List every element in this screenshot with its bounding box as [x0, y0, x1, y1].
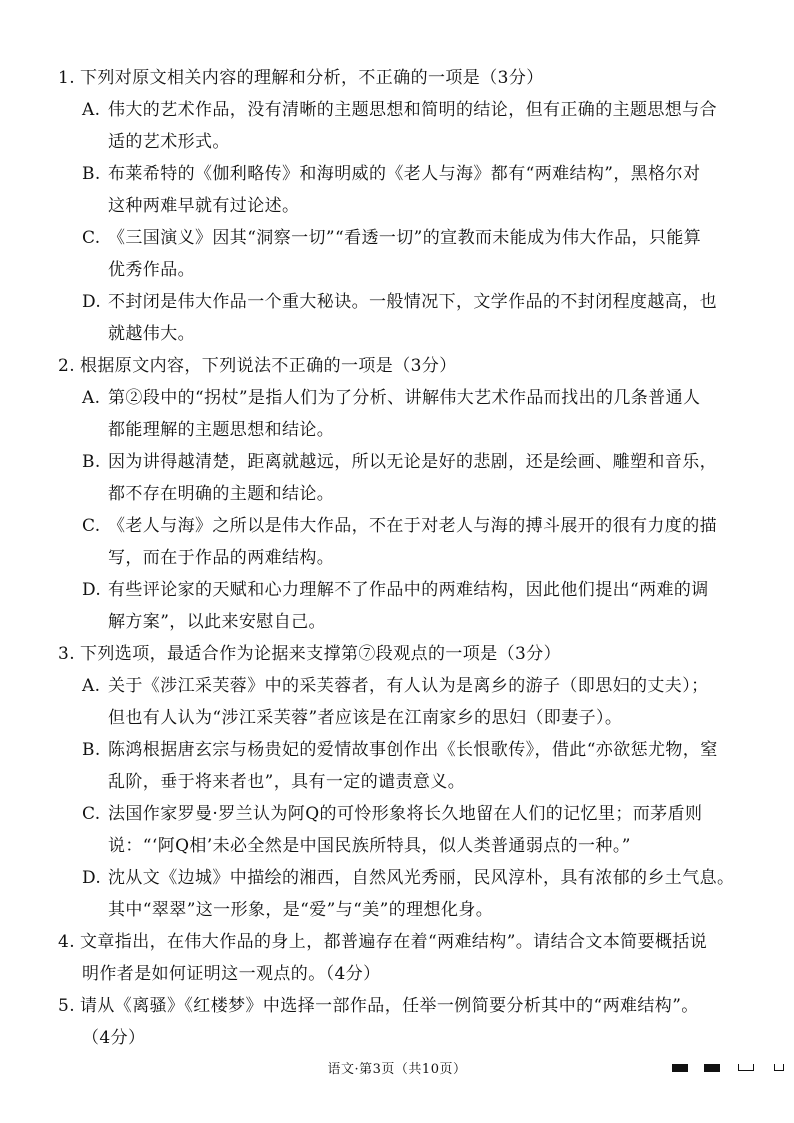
- option-d: D. 沈从文《边城》中描绘的湘西，自然风光秀丽，民风淳朴，具有浓郁的乡土气息。 其中“翠翠”这一形象，是“爱”与“美”的理想化身。: [82, 868, 735, 920]
- question-4: [58, 926, 758, 990]
- question-5: [58, 990, 758, 1054]
- option-b: B. 布莱希特的《伽利略传》和海明威的《老人与海》都有“两难结构”，黑格尔对 这种两难早就有过论述。: [82, 164, 701, 216]
- option-a: A. 关于《涉江采芙蓉》中的采芙蓉者，有人认为是离乡的游子（即思妇的丈夫）； 但也有人认为“涉江采芙蓉”者应该是在江南家乡的思妇（即妻子）。: [82, 676, 709, 728]
- option-b: B. 陈鸿根据唐玄宗与杨贵妃的爱情故事创作出《长恨歌传》，借此“亦欲惩尤物，窒 乱阶，垂于将来者也”，具有一定的谴责意义。: [82, 740, 718, 792]
- question-1: [58, 62, 758, 350]
- option-d: D. 不封闭是伟大作品一个重大秘诀。一般情况下，文学作品的不封闭程度越高，也 就越伟大。: [82, 292, 717, 344]
- question-stem: 3. 下列选项，最适合作为论据来支撑第⑦段观点的一项是（3分）: [58, 638, 758, 670]
- question-stem-continued: （4分）: [82, 1028, 146, 1048]
- question-3: [58, 638, 758, 926]
- option-d: D. 有些评论家的天赋和心力理解不了作品中的两难结构，因此他们提出“两难的调 解方案”，以此来安慰自己。: [82, 580, 709, 632]
- registration-mark-filled: [704, 1064, 720, 1072]
- registration-mark-filled: [672, 1064, 688, 1072]
- page-footer: 语文·第3页（共10页）: [327, 1062, 467, 1077]
- question-number: 1.: [58, 68, 76, 88]
- registration-mark-hollow: [774, 1064, 784, 1071]
- question-stem-continued: 明作者是如何证明这一观点的。（4分）: [82, 964, 381, 984]
- option-b: B. 因为讲得越清楚，距离就越远，所以无论是好的悲剧，还是绘画、雕塑和音乐， 都不存在明确的主题和结论。: [82, 452, 717, 504]
- option-c: C. 法国作家罗曼·罗兰认为阿Q的可怜形象将长久地留在人们的记忆里；而茅盾则 说：“‘阿Q相’未必全然是中国民族所特具，似人类普通弱点的一种。”: [82, 804, 703, 856]
- question-stem: 4. 文章指出，在伟大作品的身上，都普遍存在着“两难结构”。请结合文本简要概括说: [58, 926, 758, 958]
- question-number: 3.: [58, 644, 76, 664]
- option-c: C. 《老人与海》之所以是伟大作品，不在于对老人与海的搏斗展开的很有力度的描 写，而在于作品的两难结构。: [82, 516, 717, 568]
- question-stem: 2. 根据原文内容，下列说法不正确的一项是（3分）: [58, 350, 758, 382]
- question-number: 4.: [58, 932, 76, 952]
- question-number: 5.: [58, 996, 76, 1016]
- registration-mark-hollow: [738, 1064, 754, 1071]
- question-2: [58, 350, 758, 638]
- option-a: A. 第②段中的“拐杖”是指人们为了分析、讲解伟大艺术作品而找出的几条普通人 都能理解的主题思想和结论。: [82, 388, 701, 440]
- question-number: 2.: [58, 356, 76, 376]
- option-a: A. 伟大的艺术作品，没有清晰的主题思想和简明的结论，但有正确的主题思想与合 适的艺术形式。: [82, 100, 717, 152]
- question-stem: 5. 请从《离骚》《红楼梦》中选择一部作品，任举一例简要分析其中的“两难结构”。: [58, 990, 758, 1022]
- question-stem: 1. 下列对原文相关内容的理解和分析，不正确的一项是（3分）: [58, 62, 758, 94]
- option-c: C. 《三国演义》因其“洞察一切”“看透一切”的宣教而未能成为伟大作品，只能算 优秀作品。: [82, 228, 702, 280]
